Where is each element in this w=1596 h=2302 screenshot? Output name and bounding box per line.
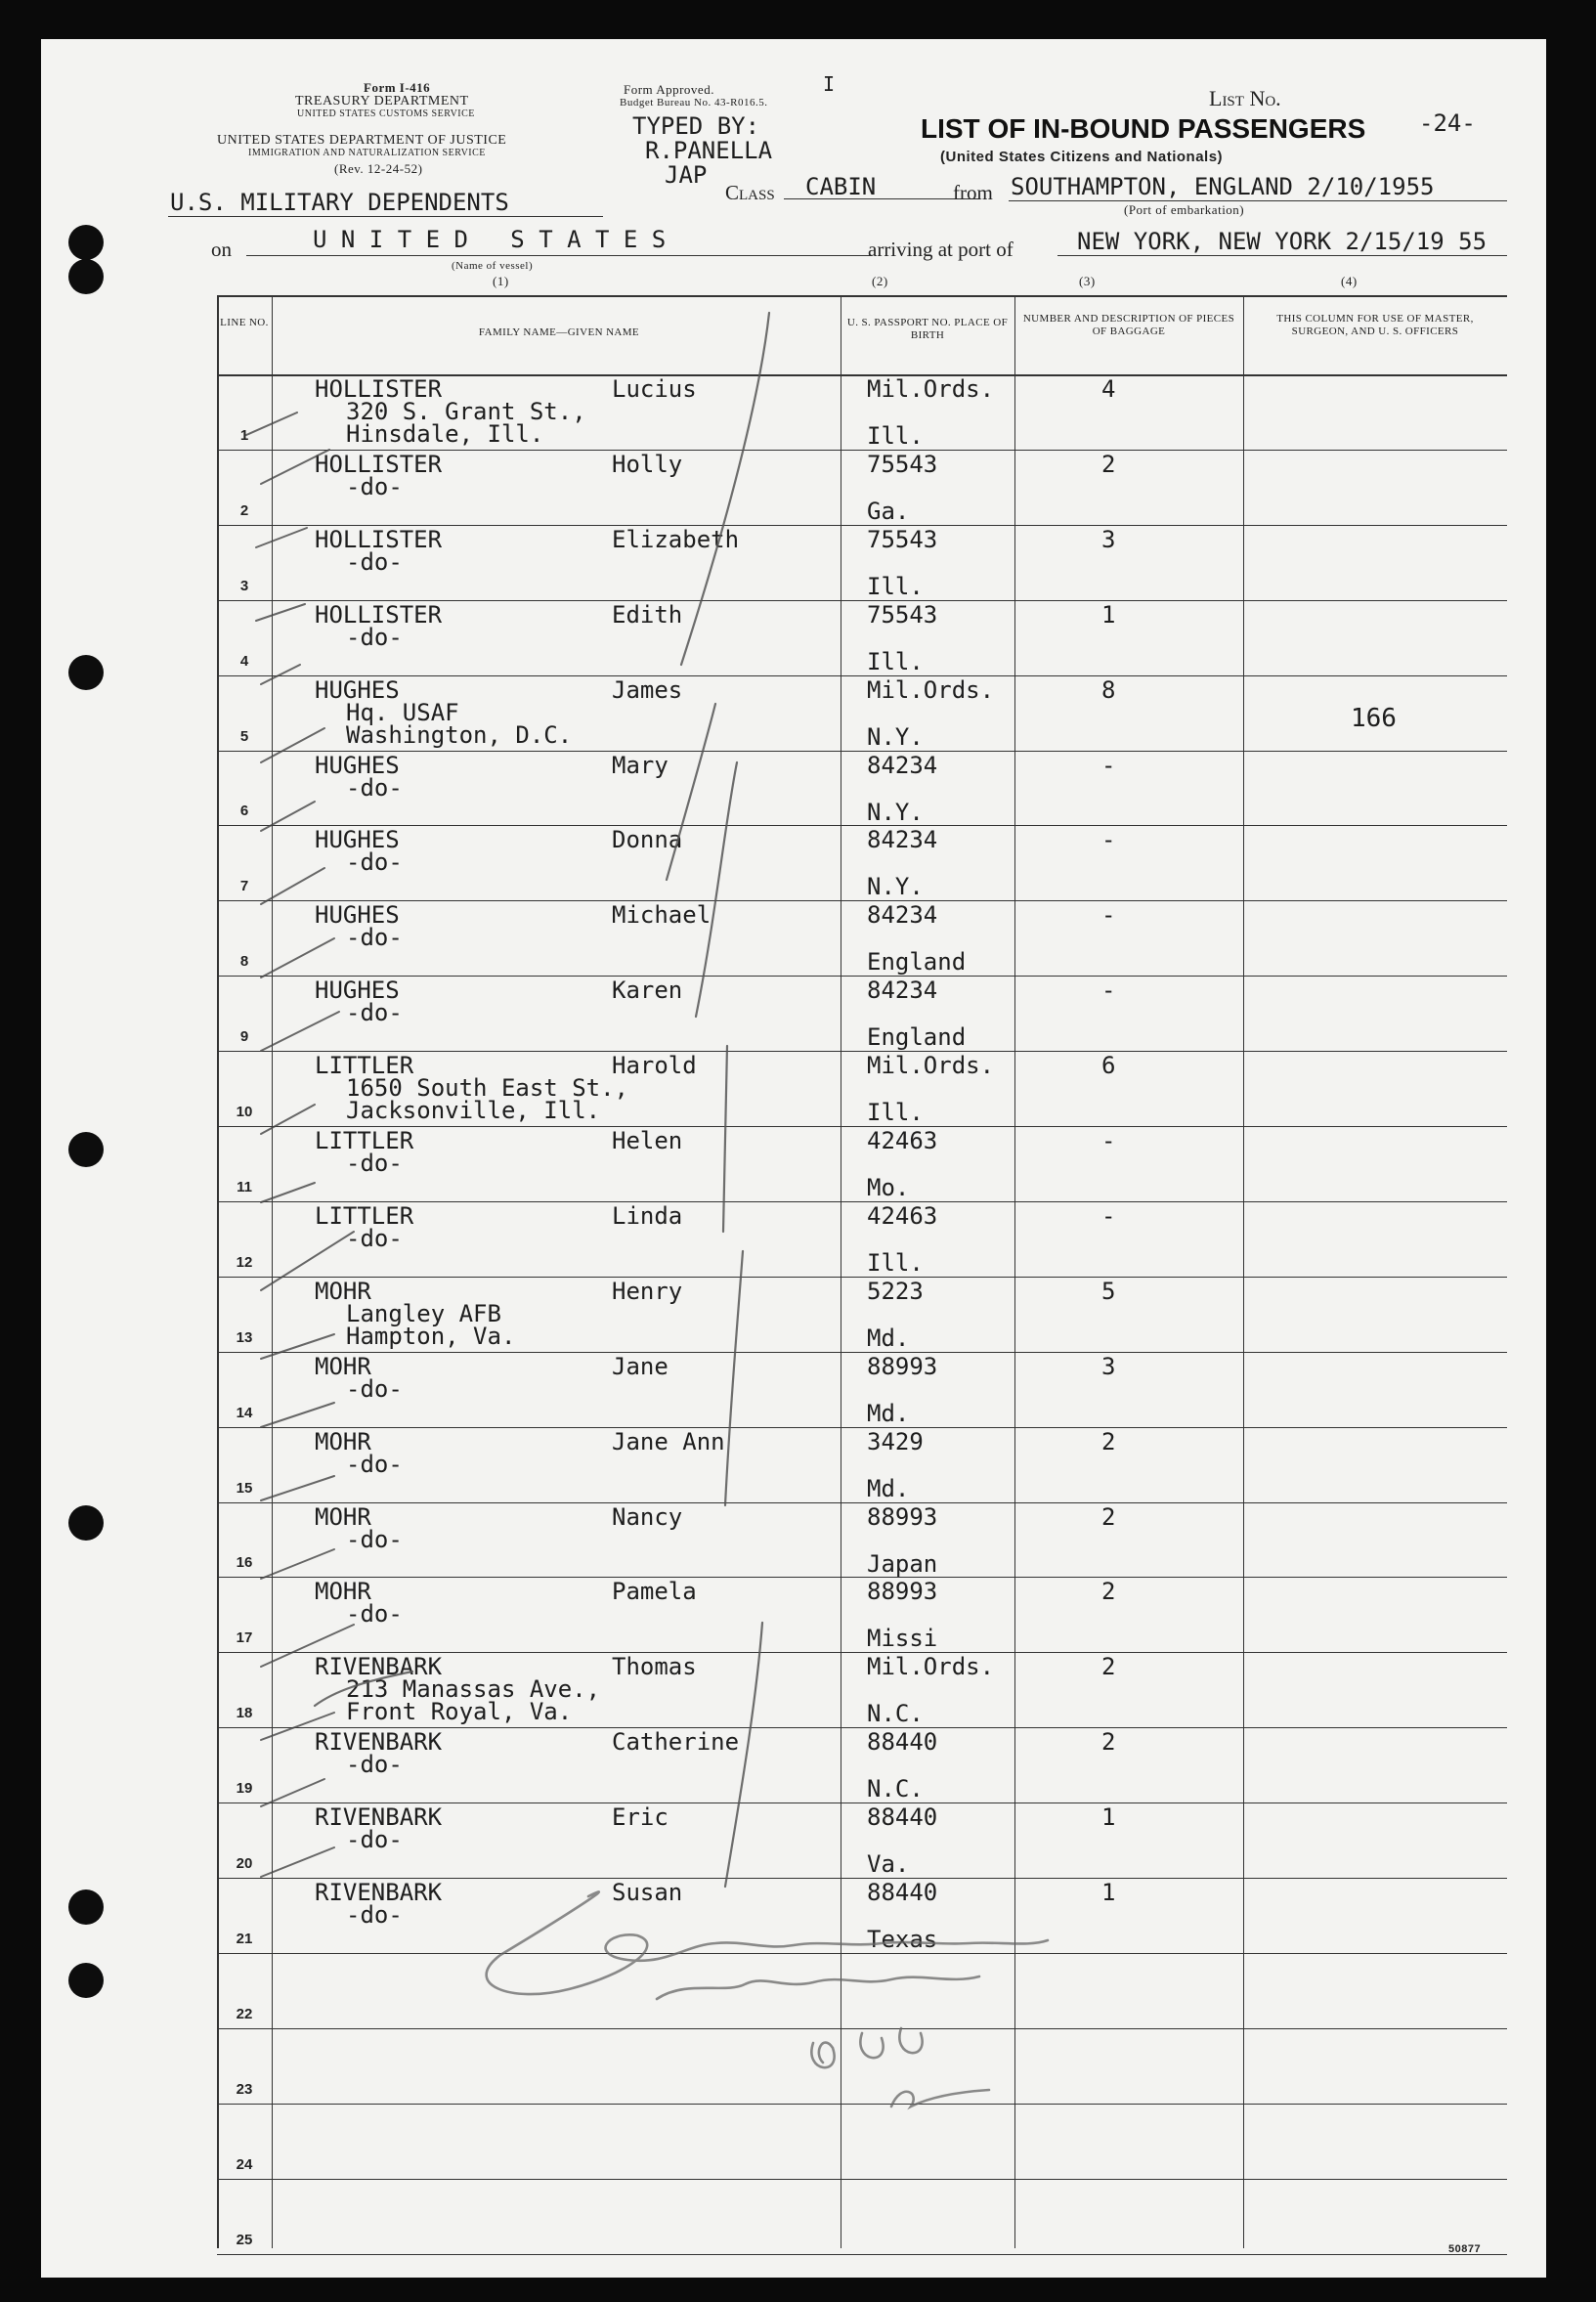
given-name: Michael <box>612 901 712 930</box>
budget-bureau: Budget Bureau No. 43-R016.5. <box>620 97 768 109</box>
passport-number: Mil.Ords. <box>867 375 995 403</box>
place-of-birth: Japan <box>867 1549 938 1578</box>
address-line-1: -do- <box>346 1826 403 1854</box>
line-number: 3 <box>239 577 249 594</box>
place-of-birth: Md. <box>867 1324 910 1352</box>
baggage-count: 4 <box>1101 375 1116 403</box>
line-number: 13 <box>236 1328 253 1346</box>
address-line-1: -do- <box>346 1450 403 1478</box>
line-number: 2 <box>239 501 249 519</box>
given-name: Harold <box>612 1052 697 1080</box>
vessel-name: U N I T E D S T A T E S <box>313 226 667 253</box>
given-name: Helen <box>612 1127 683 1154</box>
place-of-birth: England <box>867 948 967 977</box>
col-num-3: (3) <box>1079 274 1096 288</box>
given-name: Elizabeth <box>612 525 740 553</box>
binder-hole <box>68 1963 104 1998</box>
baggage-count: 8 <box>1101 675 1116 704</box>
on-label: on <box>211 238 232 261</box>
passport-number: 84234 <box>867 826 938 854</box>
passenger-group: U.S. MILITARY DEPENDENTS <box>170 189 509 216</box>
address-line-2: Washington, D.C. <box>346 720 573 749</box>
given-name: Jane <box>612 1352 669 1380</box>
address-line-1: -do- <box>346 623 403 651</box>
line-number: 25 <box>236 2231 253 2248</box>
address-line-1: -do- <box>346 547 403 576</box>
binder-hole <box>68 655 104 690</box>
header-line-no: LINE NO. <box>220 317 269 328</box>
family-name: MOHR <box>315 1427 371 1455</box>
address-line-1: 213 Manassas Ave., <box>346 1675 601 1704</box>
given-name: Jane Ann <box>612 1427 725 1455</box>
address-line-2: Front Royal, Va. <box>346 1698 573 1726</box>
family-name: MOHR <box>315 1578 371 1606</box>
passport-number: 88993 <box>867 1502 938 1531</box>
place-of-birth: Ga. <box>867 497 910 525</box>
table-row <box>217 1277 1507 1278</box>
header-baggage: NUMBER AND DESCRIPTION OF PIECES OF BAGGAGE <box>1022 313 1235 337</box>
table-row <box>217 1502 1507 1503</box>
form-title: LIST OF IN-BOUND PASSENGERS <box>921 113 1366 144</box>
form-approved: Form Approved. <box>624 82 714 97</box>
from-label: from <box>953 181 993 204</box>
baggage-count: 6 <box>1101 1052 1116 1080</box>
family-name: RIVENBARK <box>315 1728 443 1757</box>
table-row <box>217 900 1507 901</box>
place-of-birth: N.Y. <box>867 798 924 826</box>
list-number: -24- <box>1419 109 1476 137</box>
baggage-count: - <box>1101 977 1116 1005</box>
baggage-count: 3 <box>1101 1352 1116 1380</box>
passport-number: 84234 <box>867 977 938 1005</box>
place-of-birth: N.Y. <box>867 722 924 751</box>
passport-number: Mil.Ords. <box>867 1052 995 1080</box>
table-row <box>217 751 1507 752</box>
given-name: James <box>612 675 683 704</box>
family-name: HUGHES <box>315 675 400 704</box>
passport-number: 88440 <box>867 1803 938 1832</box>
line-number: 6 <box>239 803 249 820</box>
passport-number: 3429 <box>867 1427 924 1455</box>
typed-by: TYPED BY: <box>632 112 760 140</box>
line-number: 22 <box>236 2005 253 2022</box>
header-passport: U. S. PASSPORT NO. PLACE OF BIRTH <box>846 317 1009 341</box>
form-subtitle: (United States Citizens and Nationals) <box>940 149 1224 165</box>
address-line-2: Hampton, Va. <box>346 1322 516 1350</box>
given-name: Susan <box>612 1879 683 1906</box>
binder-hole <box>68 1132 104 1167</box>
manifest-table <box>217 295 1507 2250</box>
table-row <box>217 1953 1507 1954</box>
baggage-count: 1 <box>1101 600 1116 629</box>
typist-initials: JAP <box>665 161 708 189</box>
line-number: 9 <box>239 1028 249 1046</box>
place-of-birth: N.Y. <box>867 873 924 901</box>
place-of-birth: Va. <box>867 1850 910 1879</box>
line-number: 8 <box>239 953 249 971</box>
passport-number: 88440 <box>867 1728 938 1757</box>
typist-name: R.PANELLA <box>645 137 773 164</box>
place-of-birth: Missi <box>867 1625 938 1653</box>
family-name: LITTLER <box>315 1052 414 1080</box>
place-of-birth: England <box>867 1023 967 1052</box>
passport-number: 84234 <box>867 751 938 779</box>
family-name: HOLLISTER <box>315 375 443 403</box>
line-number: 12 <box>236 1253 253 1271</box>
col-num-1: (1) <box>493 274 509 288</box>
address-line-1: -do- <box>346 1901 403 1929</box>
line-number: 7 <box>239 878 249 895</box>
roman-numeral: I <box>823 72 836 96</box>
family-name: HUGHES <box>315 751 400 779</box>
place-of-birth: Ill. <box>867 572 924 600</box>
address-line-1: -do- <box>346 1374 403 1403</box>
line-number: 17 <box>236 1629 253 1647</box>
family-name: MOHR <box>315 1352 371 1380</box>
family-name: MOHR <box>315 1502 371 1531</box>
line-number: 5 <box>239 727 249 745</box>
given-name: Lucius <box>612 375 697 403</box>
line-number: 18 <box>236 1705 253 1722</box>
family-name: RIVENBARK <box>315 1803 443 1832</box>
place-of-birth: Ill. <box>867 1099 924 1127</box>
family-name: RIVENBARK <box>315 1879 443 1906</box>
table-row <box>217 2104 1507 2105</box>
port-of-arrival: NEW YORK, NEW YORK 2/15/19 55 <box>1077 228 1488 255</box>
baggage-count: 2 <box>1101 1578 1116 1606</box>
line-number: 16 <box>236 1554 253 1572</box>
address-line-1: -do- <box>346 1224 403 1252</box>
passport-number: 88440 <box>867 1879 938 1906</box>
footer-number: 50877 <box>1448 2243 1482 2255</box>
place-of-birth: Md. <box>867 1399 910 1427</box>
given-name: Holly <box>612 450 683 478</box>
family-name: LITTLER <box>315 1201 414 1230</box>
given-name: Henry <box>612 1277 683 1305</box>
baggage-count: 2 <box>1101 1502 1116 1531</box>
passport-number: 75543 <box>867 450 938 478</box>
baggage-count: - <box>1101 826 1116 854</box>
given-name: Edith <box>612 600 683 629</box>
place-of-birth: Texas <box>867 1926 938 1953</box>
dept-treasury-sub: UNITED STATES CUSTOMS SERVICE <box>297 109 475 119</box>
dept-justice-sub: IMMIGRATION AND NATURALIZATION SERVICE <box>248 148 486 158</box>
table-row <box>217 1427 1507 1428</box>
place-of-birth: Mo. <box>867 1174 910 1201</box>
dept-justice: UNITED STATES DEPARTMENT OF JUSTICE <box>217 133 507 148</box>
vessel-caption: (Name of vessel) <box>452 260 534 272</box>
family-name: LITTLER <box>315 1127 414 1154</box>
place-of-birth: Ill. <box>867 647 924 675</box>
passport-number: 75543 <box>867 525 938 553</box>
table-row <box>217 2028 1507 2029</box>
address-line-1: 320 S. Grant St., <box>346 398 586 425</box>
given-name: Thomas <box>612 1653 697 1681</box>
line-number: 15 <box>236 1479 253 1497</box>
table-row <box>217 2179 1507 2180</box>
passport-number: 42463 <box>867 1201 938 1230</box>
address-line-1: -do- <box>346 848 403 877</box>
given-name: Mary <box>612 751 669 779</box>
passport-number: 88993 <box>867 1578 938 1606</box>
place-of-birth: Md. <box>867 1474 910 1502</box>
baggage-count: - <box>1101 1127 1116 1154</box>
binder-hole <box>68 1505 104 1541</box>
line-number: 10 <box>236 1104 253 1120</box>
baggage-count: 1 <box>1101 1803 1116 1832</box>
line-number: 19 <box>236 1780 253 1798</box>
given-name: Eric <box>612 1803 669 1832</box>
col-num-4: (4) <box>1341 274 1358 288</box>
baggage-count: - <box>1101 901 1116 930</box>
header-officers: THIS COLUMN FOR USE OF MASTER, SURGEON, AND U. S. OFFICERS <box>1276 313 1474 337</box>
place-of-birth: Ill. <box>867 422 924 450</box>
port-of-embarkation: SOUTHAMPTON, ENGLAND 2/10/1955 <box>1011 173 1435 200</box>
table-row <box>217 976 1507 977</box>
address-line-1: -do- <box>346 1150 403 1177</box>
given-name: Karen <box>612 977 683 1005</box>
address-line-1: Langley AFB <box>346 1299 501 1327</box>
passport-number: 88993 <box>867 1352 938 1380</box>
form-number: Form I-416 <box>364 80 431 95</box>
place-of-birth: N.C. <box>867 1700 924 1728</box>
line-number: 11 <box>237 1178 252 1195</box>
list-no-label: List No. <box>1209 86 1281 110</box>
baggage-count: - <box>1101 751 1116 779</box>
class-label: Class <box>725 181 775 204</box>
binder-hole <box>68 225 104 260</box>
binder-hole <box>68 259 104 294</box>
given-name: Pamela <box>612 1578 697 1606</box>
header-name: FAMILY NAME—GIVEN NAME <box>478 326 640 338</box>
address-line-1: -do- <box>346 1525 403 1553</box>
binder-hole <box>68 1889 104 1925</box>
table-row <box>217 825 1507 826</box>
family-name: HOLLISTER <box>315 600 443 629</box>
given-name: Linda <box>612 1201 683 1230</box>
address-line-2: Hinsdale, Ill. <box>346 420 544 448</box>
family-name: MOHR <box>315 1277 371 1305</box>
passport-number: Mil.Ords. <box>867 675 995 704</box>
address-line-1: -do- <box>346 1751 403 1779</box>
baggage-count: 2 <box>1101 450 1116 478</box>
passport-number: 75543 <box>867 600 938 629</box>
baggage-count: 2 <box>1101 1653 1116 1681</box>
address-line-1: Hq. USAF <box>346 698 459 726</box>
passport-number: 84234 <box>867 901 938 930</box>
revision: (Rev. 12-24-52) <box>334 161 423 176</box>
baggage-count: 3 <box>1101 525 1116 553</box>
port-embarkation-caption: (Port of embarkation) <box>1124 202 1245 217</box>
table-row <box>217 2254 1507 2255</box>
baggage-count: 2 <box>1101 1427 1116 1455</box>
given-name: Nancy <box>612 1502 683 1531</box>
table-row <box>217 1577 1507 1578</box>
officer-note: 166 <box>1351 704 1397 733</box>
baggage-count: 5 <box>1101 1277 1116 1305</box>
line-number: 14 <box>236 1404 253 1421</box>
line-number: 20 <box>236 1855 253 1872</box>
manifest-page <box>41 39 1546 2278</box>
address-line-1: -do- <box>346 773 403 802</box>
dept-treasury: TREASURY DEPARTMENT <box>295 94 469 109</box>
table-row <box>217 675 1507 676</box>
passport-number: 5223 <box>867 1277 924 1305</box>
family-name: HUGHES <box>315 826 400 854</box>
baggage-count: - <box>1101 1201 1116 1230</box>
address-line-1: -do- <box>346 1600 403 1629</box>
baggage-count: 1 <box>1101 1879 1116 1906</box>
address-line-1: -do- <box>346 999 403 1027</box>
col-num-2: (2) <box>872 274 888 288</box>
line-number: 23 <box>236 2080 253 2098</box>
passport-number: Mil.Ords. <box>867 1653 995 1681</box>
address-line-1: -do- <box>346 924 403 952</box>
line-number: 24 <box>236 2155 253 2173</box>
address-line-1: -do- <box>346 472 403 500</box>
given-name: Donna <box>612 826 683 854</box>
line-number: 1 <box>239 426 249 444</box>
family-name: RIVENBARK <box>315 1653 443 1681</box>
family-name: HOLLISTER <box>315 450 443 478</box>
family-name: HUGHES <box>315 977 400 1005</box>
baggage-count: 2 <box>1101 1728 1116 1757</box>
family-name: HOLLISTER <box>315 525 443 553</box>
class-value: CABIN <box>805 173 877 200</box>
address-line-1: 1650 South East St., <box>346 1074 628 1103</box>
given-name: Catherine <box>612 1728 740 1757</box>
arriving-label: arriving at port of <box>868 238 1014 261</box>
place-of-birth: N.C. <box>867 1775 924 1803</box>
table-row <box>217 1352 1507 1353</box>
line-number: 21 <box>236 1930 253 1947</box>
family-name: HUGHES <box>315 901 400 930</box>
line-number: 4 <box>239 652 249 670</box>
place-of-birth: Ill. <box>867 1248 924 1277</box>
passport-number: 42463 <box>867 1127 938 1154</box>
address-line-2: Jacksonville, Ill. <box>346 1097 601 1125</box>
